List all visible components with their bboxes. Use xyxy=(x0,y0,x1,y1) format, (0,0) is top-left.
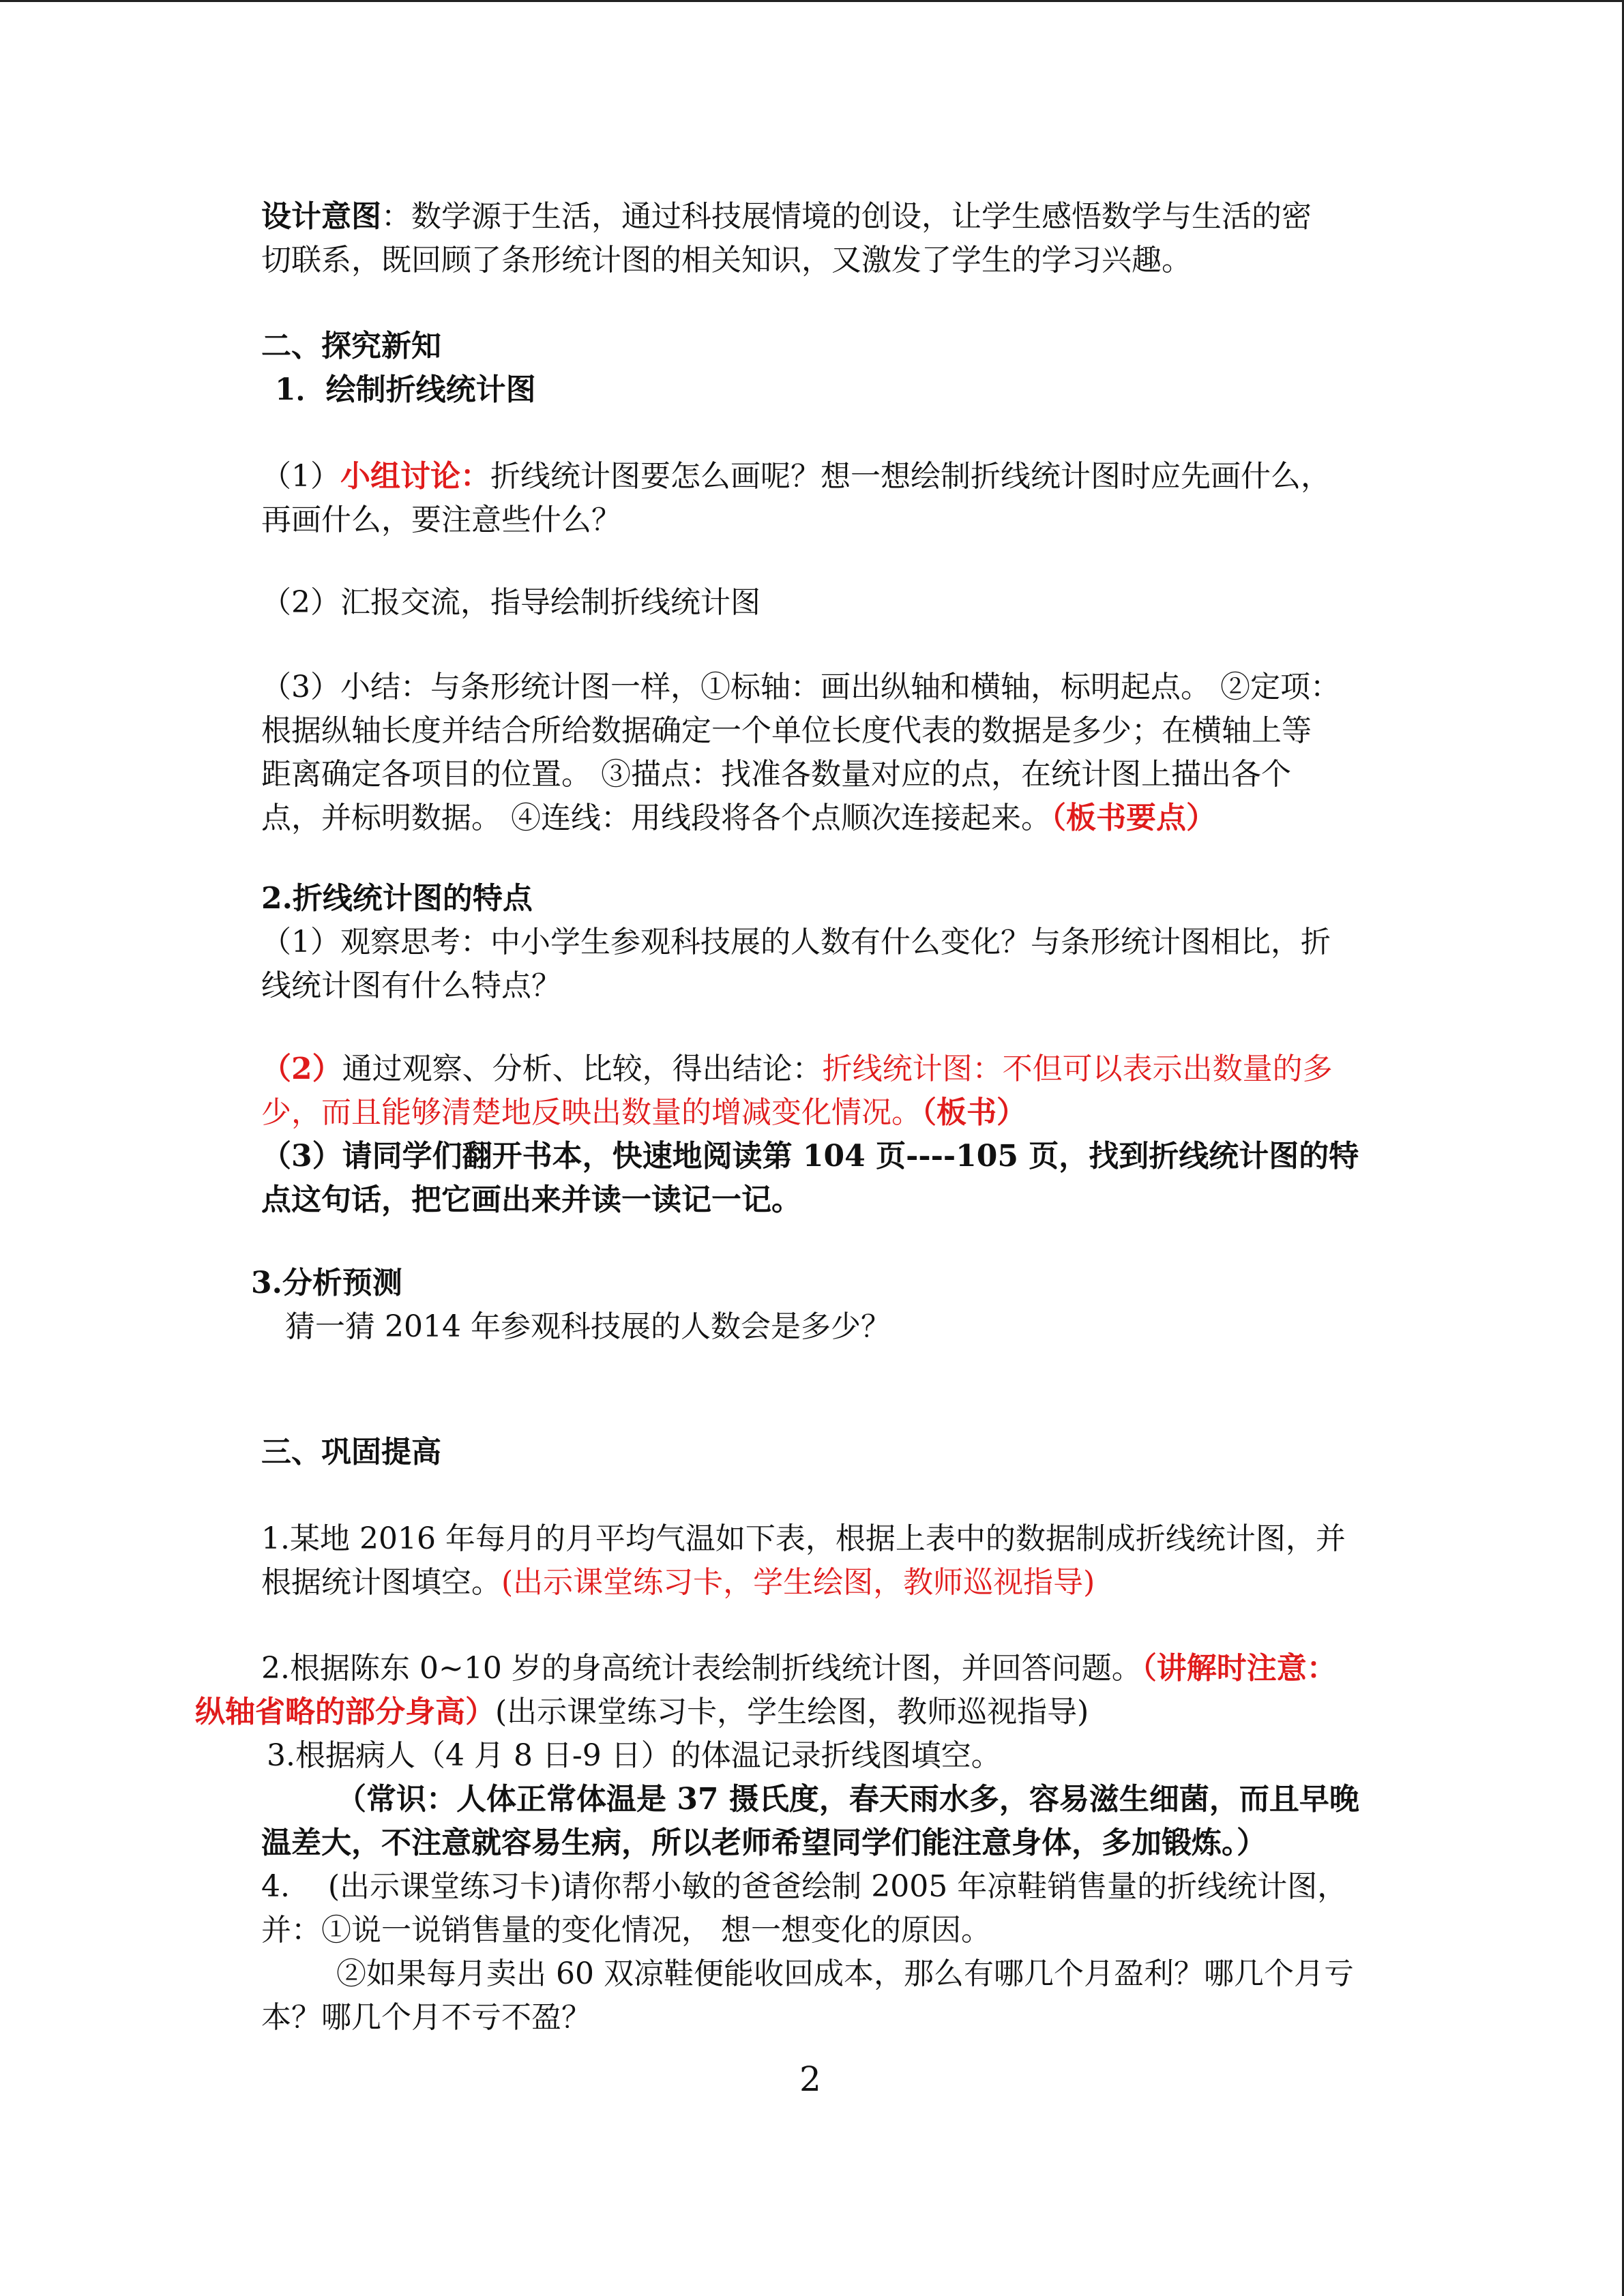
sub2-p3-line2: 点这句话，把它画出来并读一读记一记。 xyxy=(261,1182,801,1217)
sub2-title: 2.折线统计图的特点 xyxy=(261,881,533,916)
sub1-title: 1．绘制折线统计图 xyxy=(275,372,536,407)
section2-heading: 二、探究新知 xyxy=(261,329,441,363)
design-intent-line1: 设计意图：数学源于生活，通过科技展情境的创设，让学生感悟数学与生活的密 xyxy=(261,199,1312,234)
sub1-p3-line1: （3）小结：与条形统计图一样，①标轴：画出纵轴和横轴，标明起点。 ②定项： xyxy=(261,670,1340,704)
group-discussion-label: 小组讨论： xyxy=(340,459,490,494)
design-intent-line2: 切联系，既回顾了条形统计图的相关知识，又激发了学生的学习兴趣。 xyxy=(261,243,1192,278)
q3-note-line2: 温差大，不注意就容易生病，所以老师希望同学们能注意身体，多加锻炼。） xyxy=(261,1825,1267,1860)
sub1-p3-line4: 点，并标明数据。 ④连线：用线段将各个点顺次连接起来。（板书要点） xyxy=(261,801,1216,835)
q2-line1: 2.根据陈东 0~10 岁的身高统计表绘制折线统计图，并回答问题。（讲解时注意： xyxy=(261,1651,1337,1686)
sub1-p3-line3: 距离确定各项目的位置。 ③描点：找准各数量对应的点，在统计图上描出各个 xyxy=(261,757,1291,792)
sub2-p3-line1: （3）请同学们翻开书本，快速地阅读第 104 页----105 页，找到折线统计图的特 xyxy=(261,1139,1359,1174)
q3-text: 3.根据病人（4 月 8 日-9 日）的体温记录折线图填空。 xyxy=(267,1738,1001,1773)
design-intent-label: 设计意图 xyxy=(261,199,381,234)
q4-line3: ②如果每月卖出 60 双凉鞋便能收回成本，那么有哪几个月盈利？哪几个月亏 xyxy=(336,1956,1354,1991)
sub3-text: 猜一猜 2014 年参观科技展的人数会是多少？ xyxy=(285,1309,891,1344)
sub2-p1-line2: 线统计图有什么特点？ xyxy=(261,968,561,1003)
sub1-p1-line1: （1）小组讨论：折线统计图要怎么画呢？想一想绘制折线统计图时应先画什么， xyxy=(261,459,1331,494)
page-number: 2 xyxy=(799,2059,821,2099)
sub2-p2-line1: （2）通过观察、分析、比较，得出结论：折线统计图：不但可以表示出数量的多 xyxy=(261,1052,1333,1086)
q4-line2: 并：①说一说销售量的变化情况， 想一想变化的原因。 xyxy=(261,1913,991,1948)
q1-line2: 根据统计图填空。(出示课堂练习卡，学生绘图，教师巡视指导) xyxy=(261,1565,1095,1600)
sub2-p1-line1: （1）观察思考：中小学生参观科技展的人数有什么变化？与条形统计图相比，折 xyxy=(261,925,1331,959)
sub3-title: 3.分析预测 xyxy=(251,1266,402,1300)
q2-line2: 纵轴省略的部分身高）(出示课堂练习卡，学生绘图，教师巡视指导) xyxy=(195,1695,1089,1729)
q4-line4: 本？哪几个月不亏不盈？ xyxy=(261,2000,591,2035)
section3-heading: 三、巩固提高 xyxy=(261,1435,441,1470)
sub1-p3-line2: 根据纵轴长度并结合所给数据确定一个单位长度代表的数据是多少；在横轴上等 xyxy=(261,713,1312,748)
board-note: （板书要点） xyxy=(1050,801,1216,835)
sub1-p2: （2）汇报交流，指导绘制折线统计图 xyxy=(261,585,761,620)
sub2-p2-line2: 少，而且能够清楚地反映出数量的增减变化情况。（板书） xyxy=(261,1095,1027,1130)
q1-line1: 1.某地 2016 年每月的月平均气温如下表，根据上表中的数据制成折线统计图，并 xyxy=(261,1521,1346,1556)
page-top-border xyxy=(0,0,1624,2)
q4-line1: 4. (出示课堂练习卡)请你帮小敏的爸爸绘制 2005 年凉鞋销售量的折线统计图， xyxy=(261,1869,1348,1904)
q3-note-line1: （常识：人体正常体温是 37 摄氏度，春天雨水多，容易滋生细菌，而且早晚 xyxy=(336,1782,1359,1817)
sub1-p1-line2: 再画什么，要注意些什么？ xyxy=(261,503,621,537)
